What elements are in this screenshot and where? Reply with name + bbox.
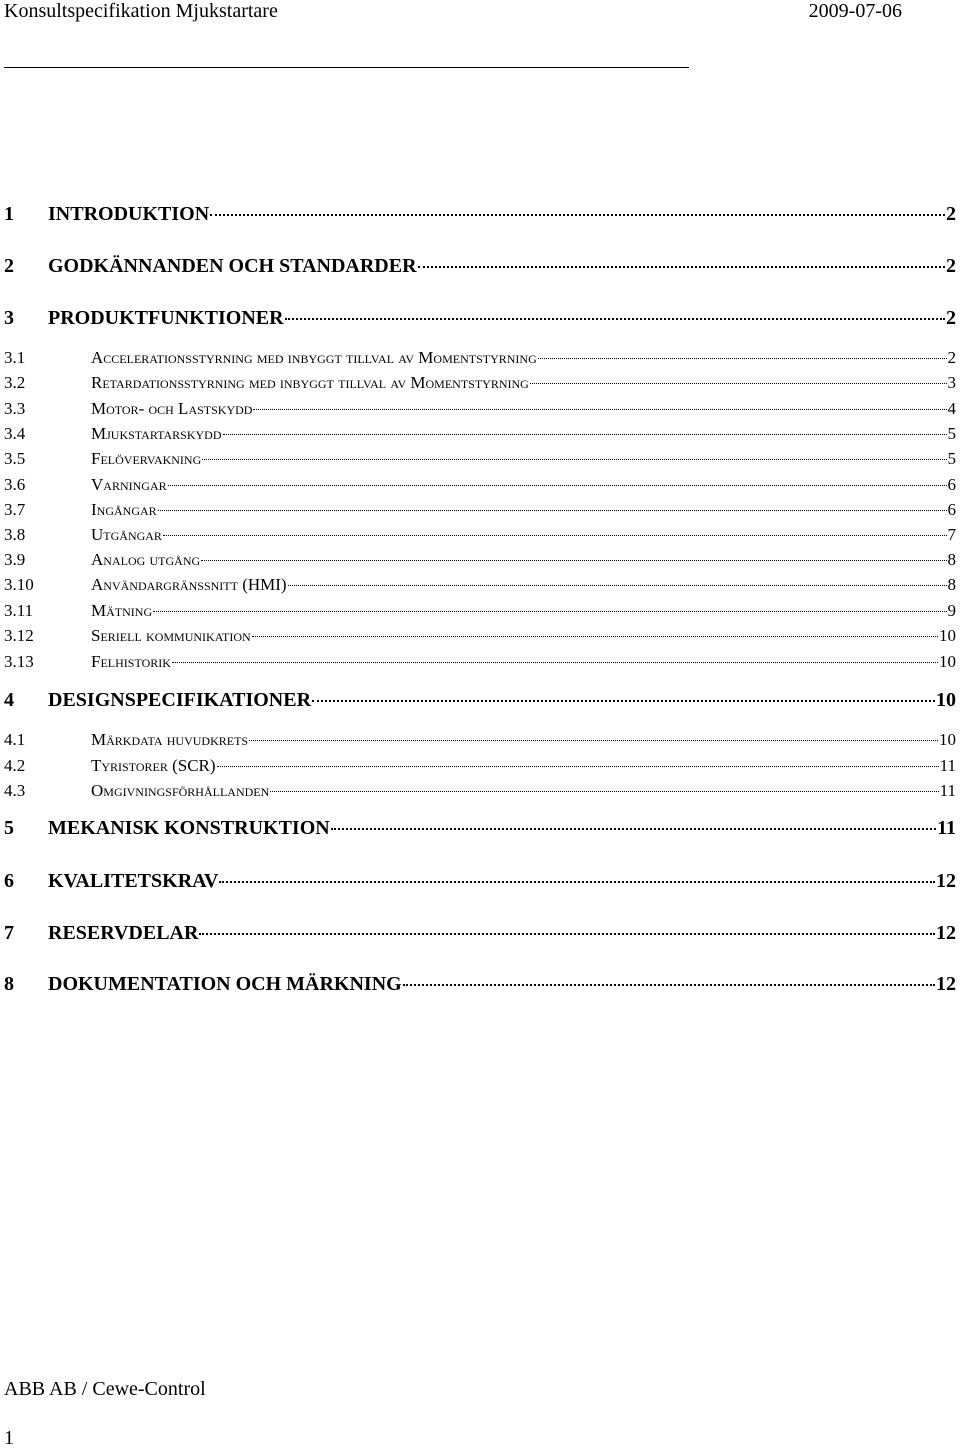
toc-entry-title: Användargränssnitt (HMI) bbox=[91, 575, 287, 594]
toc-entry-title: Märkdata huvudkrets bbox=[91, 730, 249, 749]
toc-entry[interactable] bbox=[4, 730, 956, 752]
toc-dot-leader bbox=[312, 700, 935, 702]
toc-dot-leader bbox=[217, 766, 939, 767]
toc-entry-page: 2 bbox=[946, 307, 956, 329]
toc-dot-leader bbox=[538, 358, 947, 359]
toc-entry-page: 4 bbox=[947, 399, 956, 418]
toc-entry-title: Omgivningsförhållanden bbox=[91, 781, 270, 800]
toc-entry-number: 3.6 bbox=[4, 475, 26, 494]
toc-entry-title: Ingångar bbox=[91, 500, 157, 519]
toc-entry-page: 10 bbox=[936, 689, 956, 711]
toc-entry-title: PRODUKTFUNKTIONER bbox=[48, 307, 284, 329]
toc-dot-leader bbox=[418, 266, 945, 268]
toc-entry[interactable] bbox=[4, 348, 956, 370]
toc-entry-title: Accelerationsstyrning med inbyggt tillval av Momentstyrning bbox=[91, 348, 537, 367]
toc-entry[interactable] bbox=[4, 525, 956, 547]
toc-entry-page: 12 bbox=[936, 922, 956, 944]
toc-entry[interactable] bbox=[4, 255, 956, 281]
toc-entry-title: RESERVDELAR bbox=[48, 922, 199, 944]
toc-entry-number: 4.1 bbox=[4, 730, 26, 749]
toc-entry-number: 3 bbox=[4, 307, 14, 329]
toc-entry-title: Varningar bbox=[91, 475, 167, 494]
toc-entry[interactable] bbox=[4, 307, 956, 333]
toc-dot-leader bbox=[223, 434, 947, 435]
toc-entry[interactable] bbox=[4, 475, 956, 497]
toc-entry-page: 6 bbox=[947, 500, 956, 519]
toc-entry-number: 4 bbox=[4, 689, 14, 711]
toc-entry-number: 8 bbox=[4, 973, 14, 995]
toc-entry-number: 6 bbox=[4, 870, 14, 892]
toc-dot-leader bbox=[201, 560, 946, 561]
toc-entry[interactable] bbox=[4, 973, 956, 999]
toc-entry-title: GODKÄNNANDEN OCH STANDARDER bbox=[48, 255, 417, 277]
toc-entry-title: Mjukstartarskydd bbox=[91, 424, 222, 443]
toc-entry-title: Tyristorer (SCR) bbox=[91, 756, 216, 775]
toc-entry[interactable] bbox=[4, 373, 956, 395]
toc-dot-leader bbox=[285, 318, 945, 320]
toc-dot-leader bbox=[172, 662, 938, 663]
toc-entry-number: 3.13 bbox=[4, 652, 34, 671]
toc-entry[interactable] bbox=[4, 601, 956, 623]
toc-entry-number: 3.11 bbox=[4, 601, 34, 620]
toc-dot-leader bbox=[403, 984, 935, 986]
toc-entry-title: KVALITETSKRAV bbox=[48, 870, 219, 892]
toc-entry-number: 3.7 bbox=[4, 500, 26, 519]
toc-dot-leader bbox=[168, 485, 947, 486]
page-header bbox=[4, 0, 902, 24]
toc-dot-leader bbox=[210, 214, 945, 216]
toc-dot-leader bbox=[252, 636, 938, 637]
toc-entry-number: 2 bbox=[4, 255, 14, 277]
toc-entry[interactable] bbox=[4, 424, 956, 446]
toc-entry-page: 5 bbox=[947, 424, 956, 443]
footer-company: ABB AB / Cewe-Control bbox=[4, 1378, 206, 1400]
toc-dot-leader bbox=[253, 409, 946, 410]
toc-entry-page: 8 bbox=[947, 575, 956, 594]
toc-entry-number: 3.8 bbox=[4, 525, 26, 544]
toc-entry-title: Utgångar bbox=[91, 525, 162, 544]
toc-entry-page: 5 bbox=[947, 449, 956, 468]
toc-entry-page: 3 bbox=[947, 373, 956, 392]
toc-entry[interactable] bbox=[4, 652, 956, 674]
toc-entry[interactable] bbox=[4, 689, 956, 715]
toc-entry-number: 5 bbox=[4, 817, 14, 839]
toc-entry-page: 11 bbox=[939, 756, 956, 775]
toc-entry-page: 10 bbox=[939, 652, 956, 671]
toc-entry-number: 3.1 bbox=[4, 348, 26, 367]
toc-dot-leader bbox=[202, 459, 946, 460]
toc-entry-title: Felövervakning bbox=[91, 449, 202, 468]
document-title: Konsultspecifikation Mjukstartare bbox=[4, 0, 278, 22]
toc-entry-title: INTRODUKTION bbox=[48, 203, 210, 225]
toc-entry-page: 10 bbox=[939, 626, 956, 645]
toc-entry-page: 11 bbox=[937, 817, 956, 839]
toc-entry-page: 2 bbox=[946, 255, 956, 277]
toc-entry[interactable] bbox=[4, 500, 956, 522]
toc-entry-title: Felhistorik bbox=[91, 652, 171, 671]
footer-page-number: 1 bbox=[4, 1427, 14, 1449]
toc-entry-number: 4.3 bbox=[4, 781, 26, 800]
toc-entry[interactable] bbox=[4, 870, 956, 896]
toc-dot-leader bbox=[219, 881, 935, 883]
toc-entry-number: 3.9 bbox=[4, 550, 26, 569]
toc-dot-leader bbox=[249, 740, 938, 741]
toc-entry-number: 3.5 bbox=[4, 449, 26, 468]
toc-entry-page: 2 bbox=[946, 203, 956, 225]
toc-entry-page: 12 bbox=[936, 870, 956, 892]
toc-entry[interactable] bbox=[4, 449, 956, 471]
toc-entry-number: 3.3 bbox=[4, 399, 26, 418]
toc-entry-page: 2 bbox=[947, 348, 956, 367]
toc-dot-leader bbox=[270, 791, 938, 792]
toc-entry-title: Analog utgång bbox=[91, 550, 201, 569]
toc-entry[interactable] bbox=[4, 756, 956, 778]
toc-entry-title: Mätning bbox=[91, 601, 153, 620]
toc-entry-number: 3.2 bbox=[4, 373, 26, 392]
toc-entry[interactable] bbox=[4, 575, 956, 597]
toc-entry[interactable] bbox=[4, 922, 956, 948]
toc-dot-leader bbox=[288, 585, 947, 586]
toc-entry-page: 11 bbox=[939, 781, 956, 800]
toc-dot-leader bbox=[158, 510, 947, 511]
toc-entry[interactable] bbox=[4, 781, 956, 803]
toc-dot-leader bbox=[530, 383, 947, 384]
toc-entry[interactable] bbox=[4, 817, 956, 843]
toc-dot-leader bbox=[199, 933, 935, 935]
toc-entry-page: 9 bbox=[947, 601, 956, 620]
toc-entry[interactable] bbox=[4, 550, 956, 572]
toc-entry-number: 3.12 bbox=[4, 626, 34, 645]
toc-entry-title: Motor- och Lastskydd bbox=[91, 399, 253, 418]
toc-dot-leader bbox=[163, 535, 947, 536]
toc-entry-title: Seriell kommunikation bbox=[91, 626, 251, 645]
toc-entry-page: 8 bbox=[947, 550, 956, 569]
toc-entry-page: 10 bbox=[939, 730, 956, 749]
toc-entry[interactable] bbox=[4, 399, 956, 421]
header-rule bbox=[4, 67, 689, 68]
toc-entry-number: 4.2 bbox=[4, 756, 26, 775]
toc-entry-title: Retardationsstyrning med inbyggt tillval av Momentstyrning bbox=[91, 373, 529, 392]
toc-entry-title: MEKANISK KONSTRUKTION bbox=[48, 817, 330, 839]
toc-entry-number: 3.4 bbox=[4, 424, 26, 443]
toc-entry-number: 1 bbox=[4, 203, 14, 225]
toc-entry-title: DOKUMENTATION OCH MÄRKNING bbox=[48, 973, 402, 995]
document-date: 2009-07-06 bbox=[808, 0, 902, 22]
toc-entry-number: 7 bbox=[4, 922, 14, 944]
toc-entry-title: DESIGNSPECIFIKATIONER bbox=[48, 689, 312, 711]
toc-entry-number: 3.10 bbox=[4, 575, 34, 594]
toc-entry[interactable] bbox=[4, 203, 956, 229]
toc-dot-leader bbox=[331, 828, 936, 830]
toc-entry-page: 12 bbox=[936, 973, 956, 995]
toc-dot-leader bbox=[153, 611, 946, 612]
toc-entry[interactable] bbox=[4, 626, 956, 648]
toc-entry-page: 7 bbox=[947, 525, 956, 544]
toc-entry-page: 6 bbox=[947, 475, 956, 494]
